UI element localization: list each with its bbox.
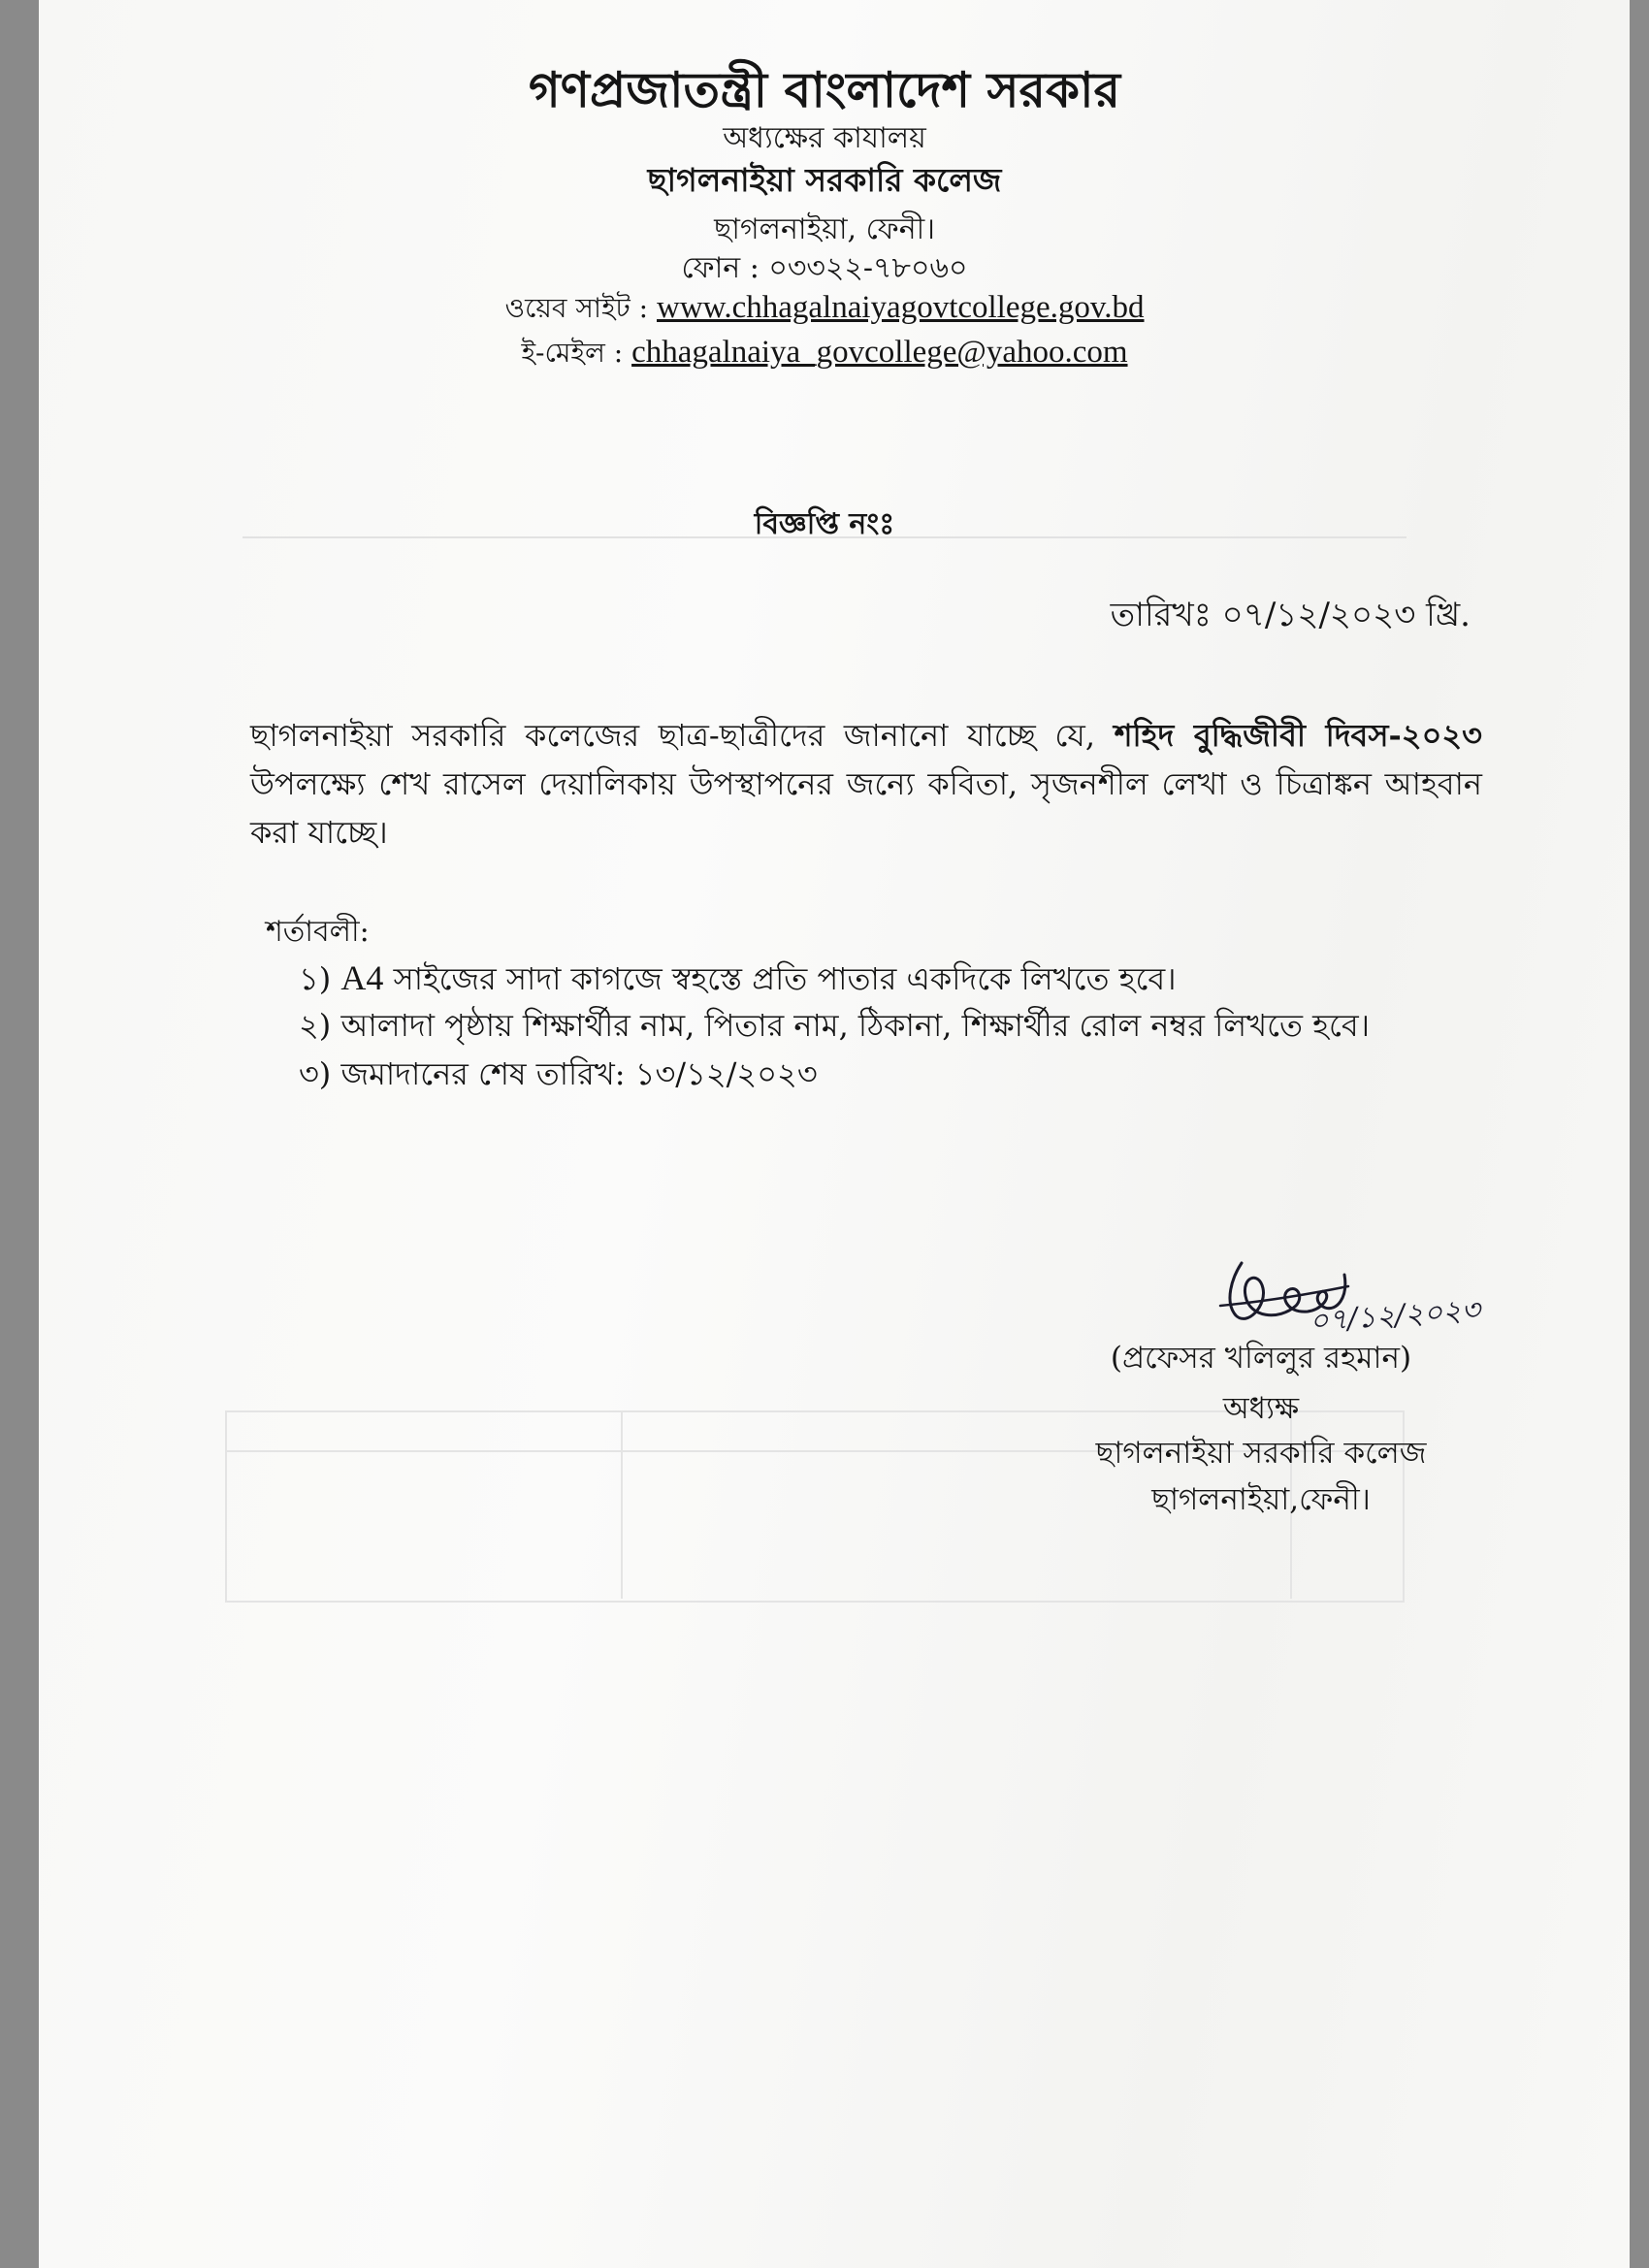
email-line [0,332,1649,377]
notice-body-part2: উপলক্ষ্যে শেখ রাসেল দেয়ালিকায় উপস্থাপনের জন্যে কবিতা, সৃজনশীল লেখা ও চিত্রাঙ্কন আহবান করা যাচ্ছে। [250,765,1482,851]
bleed-through-table-col [621,1410,623,1599]
term-2-number: ২) [299,1007,332,1044]
signature-date: ০৭/১২/২০২৩ [1308,1292,1482,1340]
term-item-1 [299,955,1177,1007]
website-link[interactable]: www.chhagalnaiyagovtcollege.gov.bd [657,290,1145,325]
notice-body [250,711,1482,857]
signatory-designation: অধ্যক্ষ [1222,1391,1300,1426]
notice-body-highlight: শহিদ বুদ্ধিজীবী দিবস-২০২৩ [1114,717,1482,754]
notice-date: তারিখঃ ০৭/১২/২০২৩ খ্রি. [1110,596,1471,634]
signatory-college: ছাগলনাইয়া সরকারি কলেজ [1095,1436,1427,1471]
college-address: ছাগলনাইয়া, ফেনী। [714,212,935,246]
notice-body-part1: ছাগলনাইয়া সরকারি কলেজের ছাত্র-ছাত্রীদের জানানো যাচ্ছে যে, [250,717,1115,754]
term-3-text: জমাদানের শেষ তারিখ: ১৩/১২/২০২৩ [340,1055,818,1092]
college-name: ছাগলনাইয়া সরকারি কলেজ [647,161,1002,199]
government-title: গণপ্রজাতন্ত্রী বাংলাদেশ সরকার [529,61,1120,118]
email-link[interactable]: chhagalnaiya_govcollege@yahoo.com [631,335,1128,370]
signatory-name: (প্রফেসর খলিলুর রহমান) [1110,1341,1412,1376]
term-1-text: সাইজের সাদা কাগজে স্বহস্তে প্রতি পাতার একদিকে লিখতে হবে। [393,960,1177,997]
term-3-number: ৩) [299,1055,332,1092]
term-1-number: ১) [299,960,332,997]
terms-title: শর্তাবলী: [266,915,370,949]
notice-number: বিজ্ঞপ্তি নংঃ [754,507,895,541]
signatory-location: ছাগলনাইয়া,ফেনী। [1151,1482,1371,1517]
term-item-2 [299,1001,1370,1053]
website-label: ওয়েব সাইট : [504,292,649,324]
term-1-paper-size: A4 [340,958,384,997]
term-item-3 [299,1050,818,1102]
term-2-text: আলাদা পৃষ্ঠায় শিক্ষার্থীর নাম, পিতার নাম, ঠিকানা, শিক্ষার্থীর রোল নম্বর লিখতে হবে। [340,1007,1371,1044]
phone-number: ফোন : ০৩৩২২-৭৮০৬০ [681,251,968,285]
website-line [0,287,1649,333]
office-title: অধ্যক্ষের কাযালয় [723,121,926,155]
email-label: ই-মেইল : [521,337,624,369]
